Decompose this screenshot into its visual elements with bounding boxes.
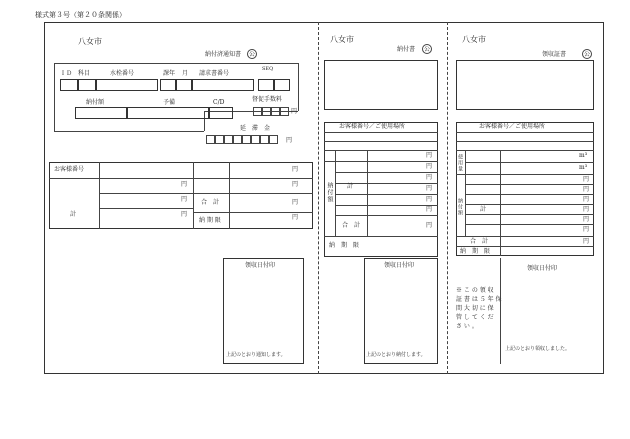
notice-footer: 上記のとおり通知します。 bbox=[226, 352, 286, 358]
late-fee-cell[interactable] bbox=[242, 135, 251, 144]
dunning-fee-label: 督促手数料 bbox=[252, 96, 283, 103]
late-fee-cell[interactable] bbox=[251, 135, 260, 144]
receipt-city: 八女市 bbox=[462, 35, 486, 44]
receipt-stamp-label: 領収日付印 bbox=[527, 265, 558, 272]
due-amount-label: 納付額 bbox=[86, 99, 105, 106]
meter-no-label: 水栓番号 bbox=[110, 70, 135, 77]
top-area-border bbox=[54, 63, 298, 64]
late-fee-label: 延 滞 金 bbox=[240, 125, 271, 132]
deadline-label: 納 期 限 bbox=[329, 242, 360, 249]
receipt-footer: 上記のとおり領収しました。 bbox=[505, 346, 571, 352]
address-box bbox=[324, 60, 438, 110]
deadline-label: 納 期 限 bbox=[199, 217, 221, 224]
subject-field[interactable] bbox=[78, 79, 96, 91]
late-fee-cell[interactable] bbox=[224, 135, 233, 144]
late-fee-cell[interactable] bbox=[215, 135, 224, 144]
form-number: 様式第３号（第２０条関係） bbox=[35, 11, 126, 19]
month-label: 月 bbox=[182, 70, 189, 77]
perforation-2 bbox=[447, 22, 448, 374]
late-fee-cell[interactable] bbox=[269, 135, 278, 144]
retention-note: ※ こ の 領 収 証 書 は ５ 年 保 間 大 切 に 保 管 し て く だ さ い 。 bbox=[456, 287, 502, 330]
payment-footer: 上記のとおり納付します。 bbox=[366, 352, 426, 358]
grand-total-label: 合 計 bbox=[470, 238, 489, 245]
perforation-1 bbox=[318, 22, 319, 374]
tax-year-field[interactable] bbox=[160, 79, 176, 91]
receipt-stamp-label: 領収日付印 bbox=[245, 262, 276, 269]
total-label: 計 bbox=[480, 206, 487, 213]
notice-title: 納付済通知書 bbox=[205, 51, 242, 58]
address-box bbox=[456, 60, 594, 110]
meter-no-field[interactable] bbox=[96, 79, 158, 91]
receipt-stamp-box bbox=[223, 258, 304, 364]
dunning-fee-cell[interactable] bbox=[253, 107, 262, 116]
cd-label: C/D bbox=[213, 99, 225, 106]
month-field[interactable] bbox=[176, 79, 192, 91]
cd-field[interactable] bbox=[209, 107, 233, 119]
customer-header: お客様番号／ご使用場所 bbox=[339, 123, 406, 130]
receipt-title: 領収証書 bbox=[542, 51, 567, 58]
due-amount-field[interactable] bbox=[75, 107, 127, 119]
dunning-fee-cell[interactable] bbox=[262, 107, 271, 116]
payment-title: 納付書 bbox=[397, 46, 416, 53]
usage-label: 使用量 bbox=[457, 154, 463, 172]
late-fee-cell[interactable] bbox=[260, 135, 269, 144]
customer-header: お客様番号／ご使用場所 bbox=[479, 123, 546, 130]
seal-mark: 公 bbox=[583, 51, 590, 58]
grand-total-label: 合 計 bbox=[201, 199, 220, 206]
bill-no-label: 請求書番号 bbox=[199, 70, 230, 77]
yen-label: 円 bbox=[291, 108, 298, 115]
reserve-label: 予備 bbox=[163, 99, 176, 106]
seal-mark: 公 bbox=[423, 46, 430, 53]
deadline-label: 納 期 限 bbox=[460, 248, 491, 255]
late-fee-cell[interactable] bbox=[233, 135, 242, 144]
payment-amount-label: 納付額 bbox=[326, 182, 333, 203]
id-field[interactable] bbox=[60, 79, 78, 91]
late-fee-cell[interactable] bbox=[206, 135, 215, 144]
dunning-fee-cell[interactable] bbox=[280, 107, 289, 116]
id-label: ＩＤ bbox=[60, 70, 73, 77]
receipt-stamp-label: 領収日付印 bbox=[384, 262, 415, 269]
total-label: 計 bbox=[70, 211, 77, 218]
seal-mark: 公 bbox=[248, 51, 255, 58]
grand-total-label: 合 計 bbox=[342, 222, 361, 229]
dunning-fee-cell[interactable] bbox=[271, 107, 280, 116]
seq-field-2[interactable] bbox=[274, 79, 290, 91]
tax-year-label: 課年 bbox=[163, 70, 176, 77]
total-label: 計 bbox=[347, 183, 354, 190]
customer-no-label: お客様番号 bbox=[54, 166, 85, 173]
seq-field-1[interactable] bbox=[258, 79, 274, 91]
notice-city: 八女市 bbox=[78, 37, 102, 46]
payment-city: 八女市 bbox=[330, 35, 354, 44]
seq-label: SEQ bbox=[262, 66, 274, 72]
reserve-field[interactable] bbox=[127, 107, 209, 119]
subject-label: 科目 bbox=[78, 70, 91, 77]
payment-amount-label: 納付額 bbox=[457, 198, 463, 216]
bill-no-field[interactable] bbox=[192, 79, 254, 91]
yen-label: 円 bbox=[286, 137, 293, 144]
receipt-stamp-box bbox=[364, 258, 438, 364]
